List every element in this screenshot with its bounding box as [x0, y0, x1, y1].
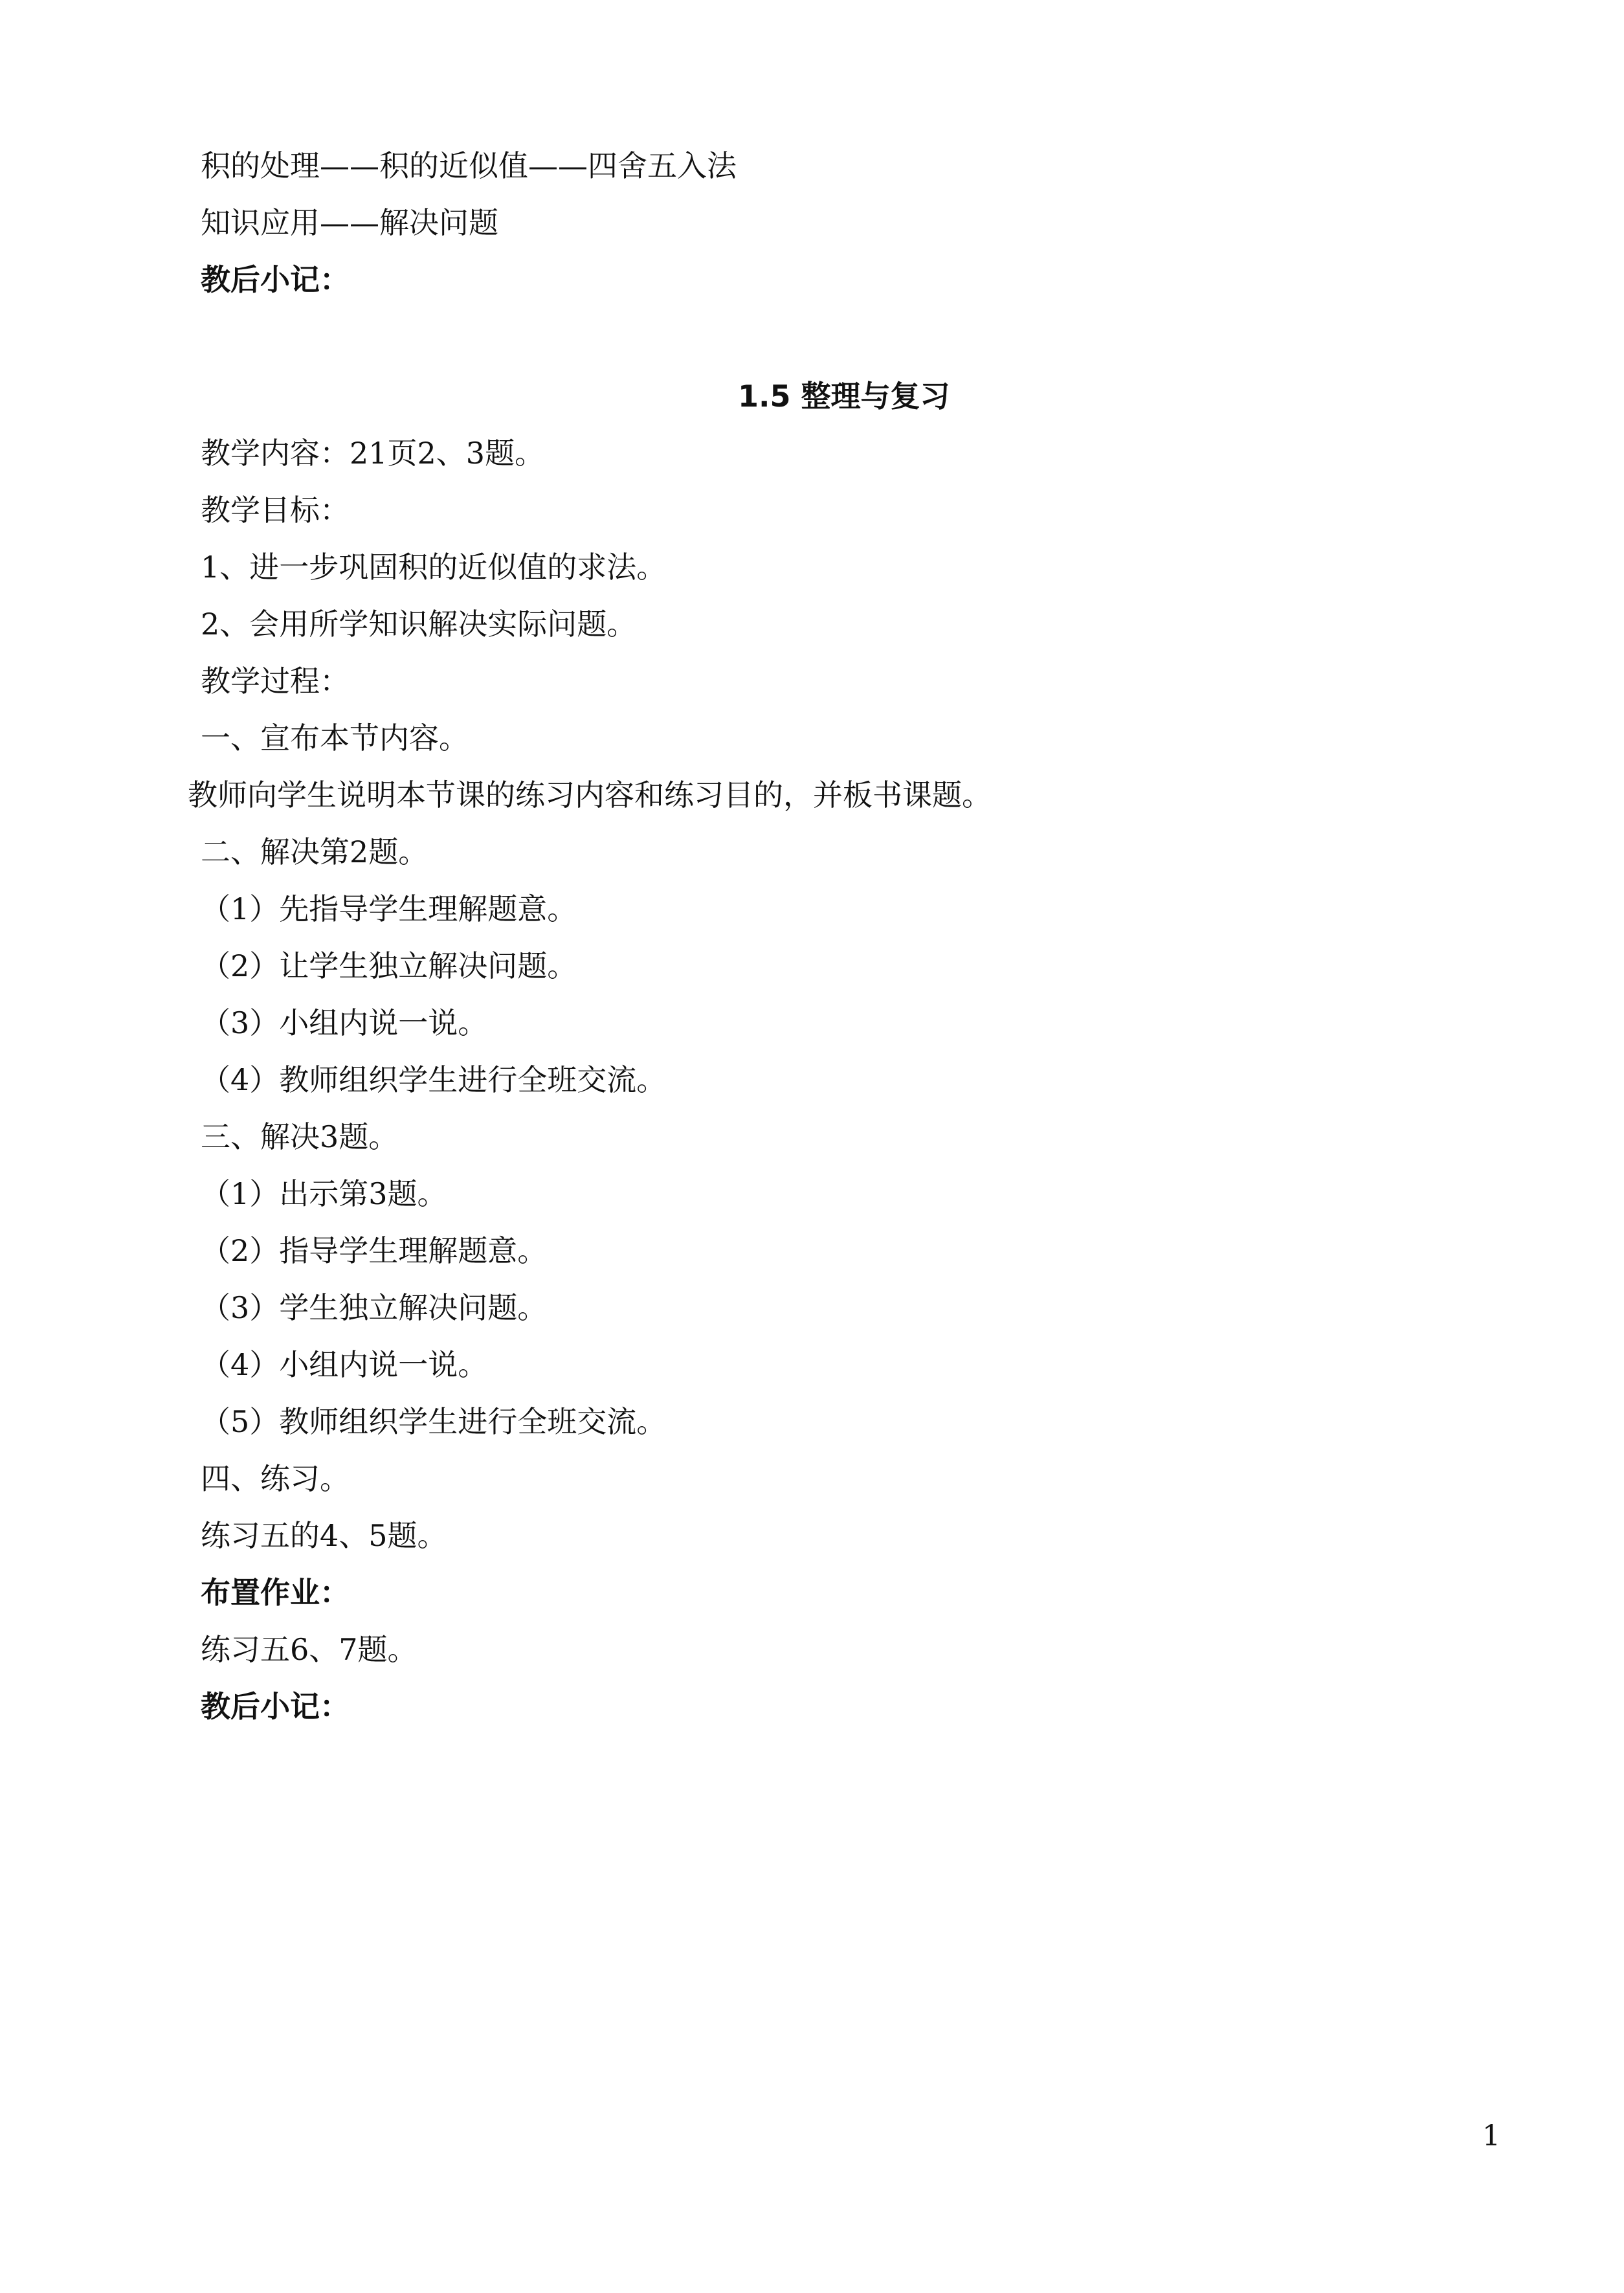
- step-item: （1）出示第3题。: [201, 1176, 447, 1211]
- step-item: （2）指导学生理解题意。: [201, 1233, 548, 1268]
- step-text-1: 教师向学生说明本节课的练习内容和练习目的，并板书课题。: [188, 777, 992, 812]
- step-item: （3）学生独立解决问题。: [201, 1290, 548, 1325]
- step-item: （4）教师组织学生进行全班交流。: [201, 1062, 667, 1097]
- step-text-4: 练习五的4、5题。: [201, 1518, 447, 1553]
- goal-item: 1、进一步巩固积的近似值的求法。: [201, 550, 667, 585]
- homework-text: 练习五6、7题。: [201, 1632, 417, 1667]
- step-item: （5）教师组织学生进行全班交流。: [201, 1404, 667, 1439]
- step-item: （4）小组内说一说。: [201, 1347, 488, 1382]
- page-number: 1: [1482, 2120, 1500, 2153]
- text-line-knowledge-application: 知识应用——解决问题: [201, 205, 498, 240]
- step-heading-1: 一、宣布本节内容。: [201, 721, 469, 755]
- teaching-process-label: 教学过程：: [201, 664, 350, 699]
- step-heading-2: 二、解决第2题。: [201, 834, 428, 869]
- step-item: （2）让学生独立解决问题。: [201, 948, 577, 983]
- step-item: （3）小组内说一说。: [201, 1005, 488, 1040]
- teaching-goals-label: 教学目标：: [201, 493, 350, 528]
- teaching-content: 教学内容：21页2、3题。: [201, 436, 545, 471]
- text-line-product-processing: 积的处理——积的近似值——四舍五入法: [201, 148, 737, 183]
- step-heading-4: 四、练习。: [201, 1461, 350, 1496]
- reflection-label-bottom: 教后小记：: [201, 1689, 350, 1724]
- goal-item: 2、会用所学知识解决实际问题。: [201, 607, 637, 642]
- step-item: （1）先指导学生理解题意。: [201, 891, 577, 926]
- homework-label: 布置作业：: [201, 1575, 350, 1610]
- reflection-label-top: 教后小记：: [201, 262, 350, 297]
- step-heading-3: 三、解决3题。: [201, 1119, 399, 1154]
- section-title: 1.5 整理与复习: [738, 379, 950, 414]
